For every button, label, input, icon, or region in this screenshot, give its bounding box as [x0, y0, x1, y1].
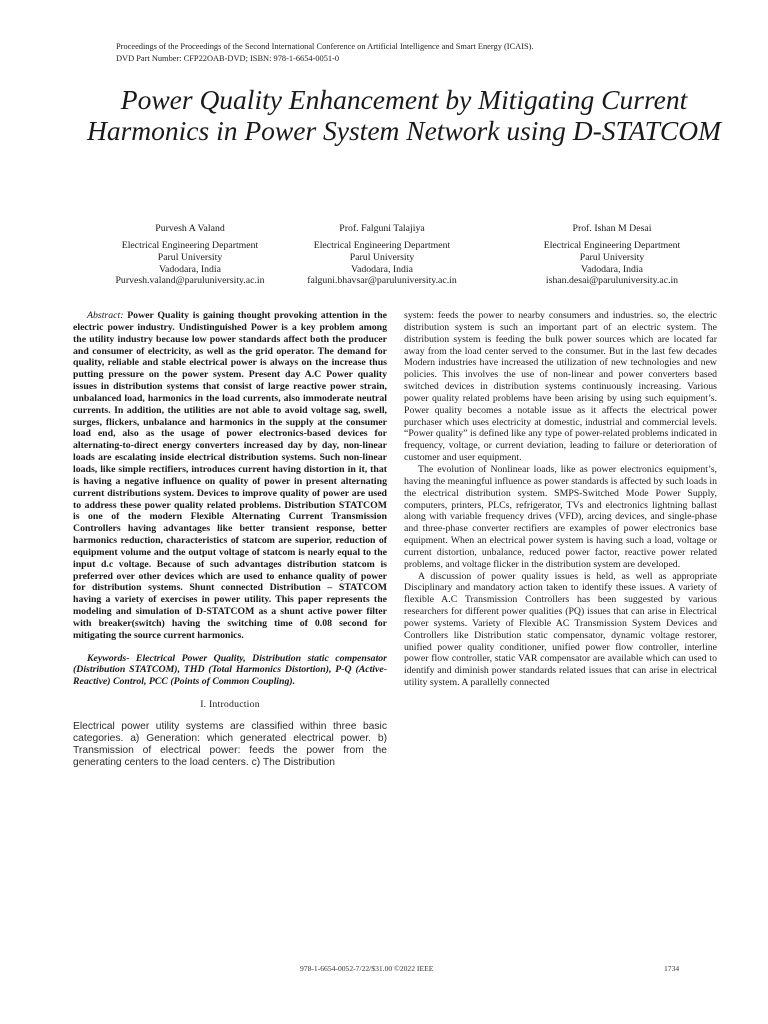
author-email: ishan.desai@paruluniversity.ac.in	[545, 275, 679, 287]
intro-paragraph: Electrical power utility systems are classified within three basic categories. a) Generation: which generated electrical power. b) Transmission of electrical power: feeds the power from the generating centers to the load centers. c) The Distribution	[73, 721, 387, 769]
page-number: 1734	[664, 964, 680, 973]
right-column	[404, 310, 717, 689]
author-block-2	[257, 223, 507, 287]
author-department: Electrical Engineering Department	[313, 240, 451, 252]
author-name: Prof. Ishan M Desai	[572, 223, 652, 234]
footer-isbn: 978-1-6654-0052-7/22/$31.00 ©2022 IEEE	[300, 964, 434, 973]
author-email: Purvesh.valand@paruluniversity.ac.in	[115, 275, 265, 287]
author-city: Vadodara, India	[350, 263, 414, 275]
author-name: Prof. Falguni Talajiya	[339, 223, 425, 234]
proceedings-header	[116, 41, 534, 65]
body-paragraph: The evolution of Nonlinear loads, like as power electronics equipment’s, having the meaningful influence as power standards is affected by such loads in the electrical distribution system. SMPS-Switched Mode Power Supply, computers, printers, PLCs, refrigerator, TVs and electronics lightning ballast along with variable frequency drives (VFD), arcing devices, and single-phase and three-phase converter rectifiers are examples of power electronics base equipment. When an electrical power system is having such a load, voltage or current distortion, unbalance, reduced power factor, reactive power related problems, and voltage flicker in the distribution system are developed.	[404, 463, 717, 570]
header-line-1: Proceedings of the Proceedings of the Second International Conference on Artificial Intelligence and Smart Energy (ICAIS).	[116, 42, 534, 51]
author-department: Electrical Engineering Department	[121, 240, 259, 252]
body-paragraph: system: feeds the power to nearby consumers and industries. so, the electric distribution system is such an important part of an electric system. The distribution system is feeding the bulk power sources which are located far away from the load center served to the consumer. But in the last few decades Modern industries have increased the utilization of new technologies and new policies. This involves the use of non-linear and power converters based switched devices in distribution systems continuously increasing. Various power quality related problems have been arising by using such equipment’s. Power quality becomes a notable issue as it affects the electrical power purchaser which uses electricity at domestic, industrial and commercial levels. “Power quality” is defined like any type of power-related problems indicated in frequency, voltage, or current deviation, leading to failure or deterioration of customer and user equipment.	[404, 310, 717, 464]
body-paragraph: A discussion of power quality issues is held, as well as appropriate Disciplinary and mandatory action taken to identify these issues. A variety of flexible A.C Transmission Controllers has been suggested by various researchers for different power qualities (PQ) issues that can arise in Electrical power systems. Variety of Flexible AC Transmission System Devices and Controllers like Distribution static compensator, dynamic voltage restorer, unified power quality conditioner, unified power flow controller, interline power flow controller, static VAR compensator are available which can used to identify and diminish power standards related issues that can arise in electrical utility system. A parallelly connected	[404, 570, 717, 689]
author-city: Vadodara, India	[158, 263, 222, 275]
section-heading-introduction: I. Introduction	[200, 699, 260, 711]
author-university: Parul University	[157, 251, 223, 263]
author-email: falguni.bhavsar@paruluniversity.ac.in	[307, 275, 457, 287]
author-university: Parul University	[349, 251, 415, 263]
author-block-3	[487, 223, 737, 287]
left-column	[73, 310, 387, 769]
abstract-text: Power Quality is gaining thought provoking attention in the electric power industry. Undistinguished Power is a key problem among the utility industry because low power standards affect both the producer and consumer of electricity, as well as the grid operator. The demand for quality, reliable and stable electrical power is always on the increase thus putting pressure on the power system. Present day A.C Power quality issues in distribution systems that consist of large reactive power strain, unbalanced load, harmonics in the load currents, also immoderate neutral currents. In addition, the utilities are not able to avoid voltage sag, swell, surges, flickers, unbalance and harmonics in the supply at the consumer load end, also as the usage of power electronics-based devices for alternating-to-direct energy converters increased day by day, non-linear loads are escalating inside electrical distribution systems. Such non-linear loads, like simple rectifiers, introduces current having distortion in it, that is having a negative influence on quality of power in present alternating current distributions system. Devices to improve quality of power are used to address these power quality related problems. Distribution STATCOM is one of the modern Flexible Alternating Current Transmission Controllers having advantages like better transient response, better harmonics reduction, characteristics of statcom are superior, reduction of equipment volume and the output voltage of statcom is nearly equal to the input d.c voltage. Because of such advantages distribution statcom is preferred over other devices which are used to enhance quality of power for distribution systems. Shunt connected Distribution – STATCOM having a variety of exercises in power utility. This paper represents the modeling and simulation of D-STATCOM as a shunt active power filter with breaker(switch) having the switching time of 0.08 second for mitigating the source current harmonics.	[73, 310, 387, 641]
abstract-paragraph: Abstract: Power Quality is gaining thought provoking attention in the electric power industry. Undistinguished Power is a key problem among the utility industry because low power standards affect both the producer and consumer of electricity, as well as the grid operator. The demand for quality, reliable and stable electrical power is always on the increase thus putting pressure on the power system. Present day A.C Power quality issues in distribution systems that consist of large reactive power strain, unbalanced load, harmonics in the load currents, also immoderate neutral currents. In addition, the utilities are not able to avoid voltage sag, swell, surges, flickers, unbalance and harmonics in the supply at the consumer load end, also as the usage of power electronics-based devices for alternating-to-direct energy converters increased day by day, non-linear loads are escalating inside electrical distribution systems. Such non-linear loads, like simple rectifiers, introduces current having distortion in it, that is having a negative influence on quality of power in present alternating current distributions system. Devices to improve quality of power are used to address these power quality related problems. Distribution STATCOM is one of the modern Flexible Alternating Current Transmission Controllers having advantages like better transient response, better harmonics reduction, characteristics of statcom are superior, reduction of equipment volume and the output voltage of statcom is nearly equal to the input d.c voltage. Because of such advantages distribution statcom is preferred over other devices which are used to enhance quality of power for distribution systems. Shunt connected Distribution – STATCOM having a variety of exercises in power utility. This paper represents the modeling and simulation of D-STATCOM as a shunt active power filter with breaker(switch) having the switching time of 0.08 second for mitigating the source current harmonics.	[73, 310, 387, 641]
author-name: Purvesh A Valand	[155, 223, 225, 234]
author-university: Parul University	[579, 251, 645, 263]
author-city: Vadodara, India	[580, 263, 644, 275]
paper-title: Power Quality Enhancement by Mitigating Current Harmonics in Power System Network using D-STATCOM	[86, 84, 721, 146]
abstract-lead: Abstract	[87, 310, 121, 321]
author-department: Electrical Engineering Department	[543, 240, 681, 252]
header-line-2: DVD Part Number: CFP22OAB-DVD; ISBN: 978-1-6654-0051-0	[116, 54, 340, 63]
keywords: Keywords- Electrical Power Quality, Distribution static compensator (Distribution STATCOM), THD (Total Harmonics Distortion), P-Q (Active-Reactive) Control, PCC (Points of Common Coupling).	[73, 652, 387, 688]
